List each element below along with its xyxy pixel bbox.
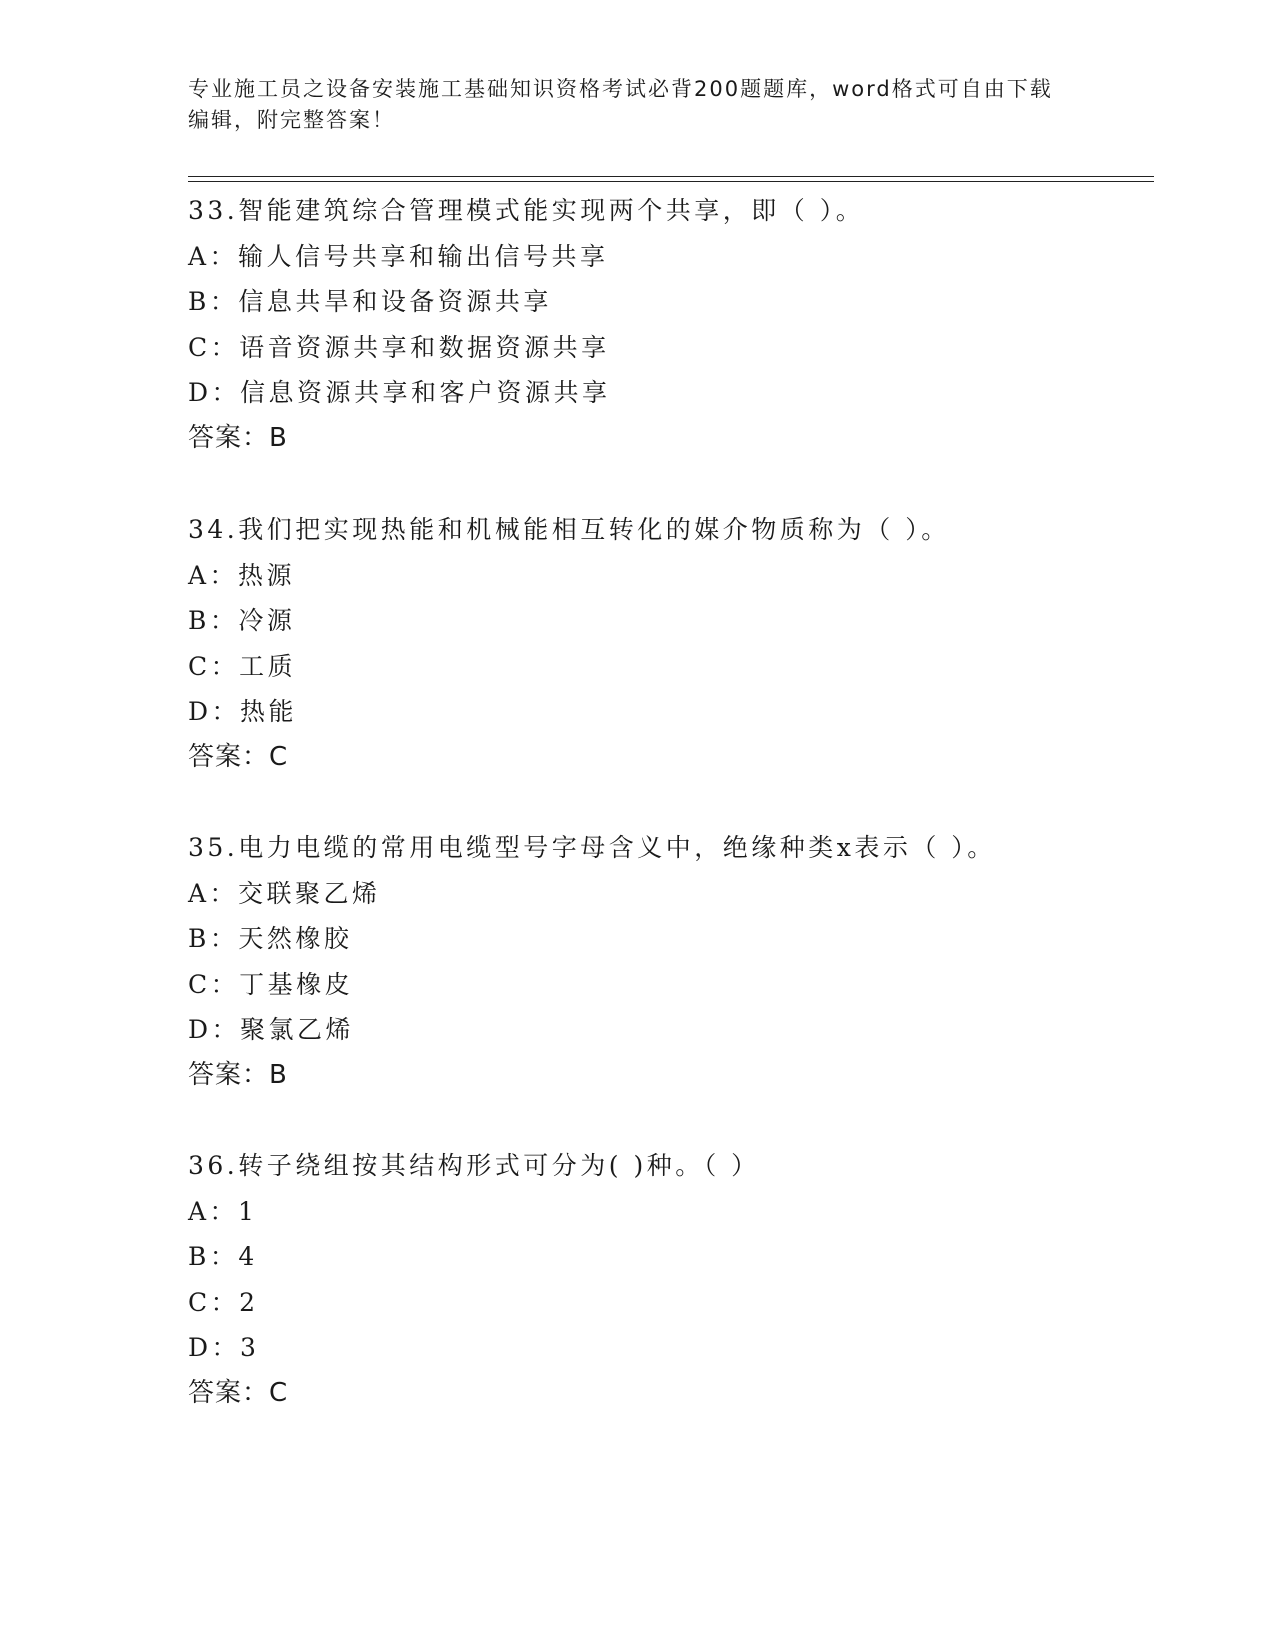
question-stem: 34.我们把实现热能和机械能相互转化的媒介物质称为（ ）。 [188, 515, 950, 544]
answer-line: 答案：C [188, 1377, 289, 1408]
option-c: C：语音资源共享和数据资源共享 [188, 332, 610, 362]
option-a: A：输人信号共享和输出信号共享 [188, 241, 609, 271]
option-d: D：3 [188, 1333, 260, 1363]
option-c: C：丁基橡皮 [188, 969, 354, 999]
option-a: A：1 [188, 1196, 258, 1226]
answer-line: 答案：B [188, 422, 288, 453]
question-stem: 33.智能建筑综合管理模式能实现两个共享，即（ ）。 [188, 196, 865, 225]
question-stem: 36.转子绕组按其结构形式可分为( )种。（ ） [188, 1151, 760, 1180]
option-b: B：天然橡胶 [188, 924, 353, 954]
option-c: C：工质 [188, 651, 297, 681]
question-33 [188, 188, 1148, 462]
option-d: D：信息资源共享和客户资源共享 [188, 378, 611, 408]
option-b: B：信息共旱和设备资源共享 [188, 287, 552, 317]
option-b: B：4 [188, 1242, 258, 1272]
option-d: D：热能 [188, 697, 298, 727]
option-d: D：聚氯乙烯 [188, 1015, 355, 1045]
option-a: A：热源 [188, 560, 296, 590]
answer-line: 答案：B [188, 1059, 288, 1090]
question-36 [188, 1143, 1148, 1417]
header-divider-top [188, 176, 1154, 177]
option-a: A：交联聚乙烯 [188, 878, 381, 908]
question-35 [188, 825, 1148, 1099]
document-header: 专业施工员之设备安装施工基础知识资格考试必背200题题库，word格式可自由下载编辑，附完整答案！ [188, 77, 1053, 132]
option-c: C：2 [188, 1287, 259, 1317]
question-stem: 35.电力电缆的常用电缆型号字母含义中，绝缘种类x表示（ ）。 [188, 833, 996, 862]
answer-line: 答案：C [188, 741, 289, 772]
question-34 [188, 507, 1148, 781]
header-divider-bottom [188, 181, 1154, 182]
option-b: B：冷源 [188, 606, 296, 636]
